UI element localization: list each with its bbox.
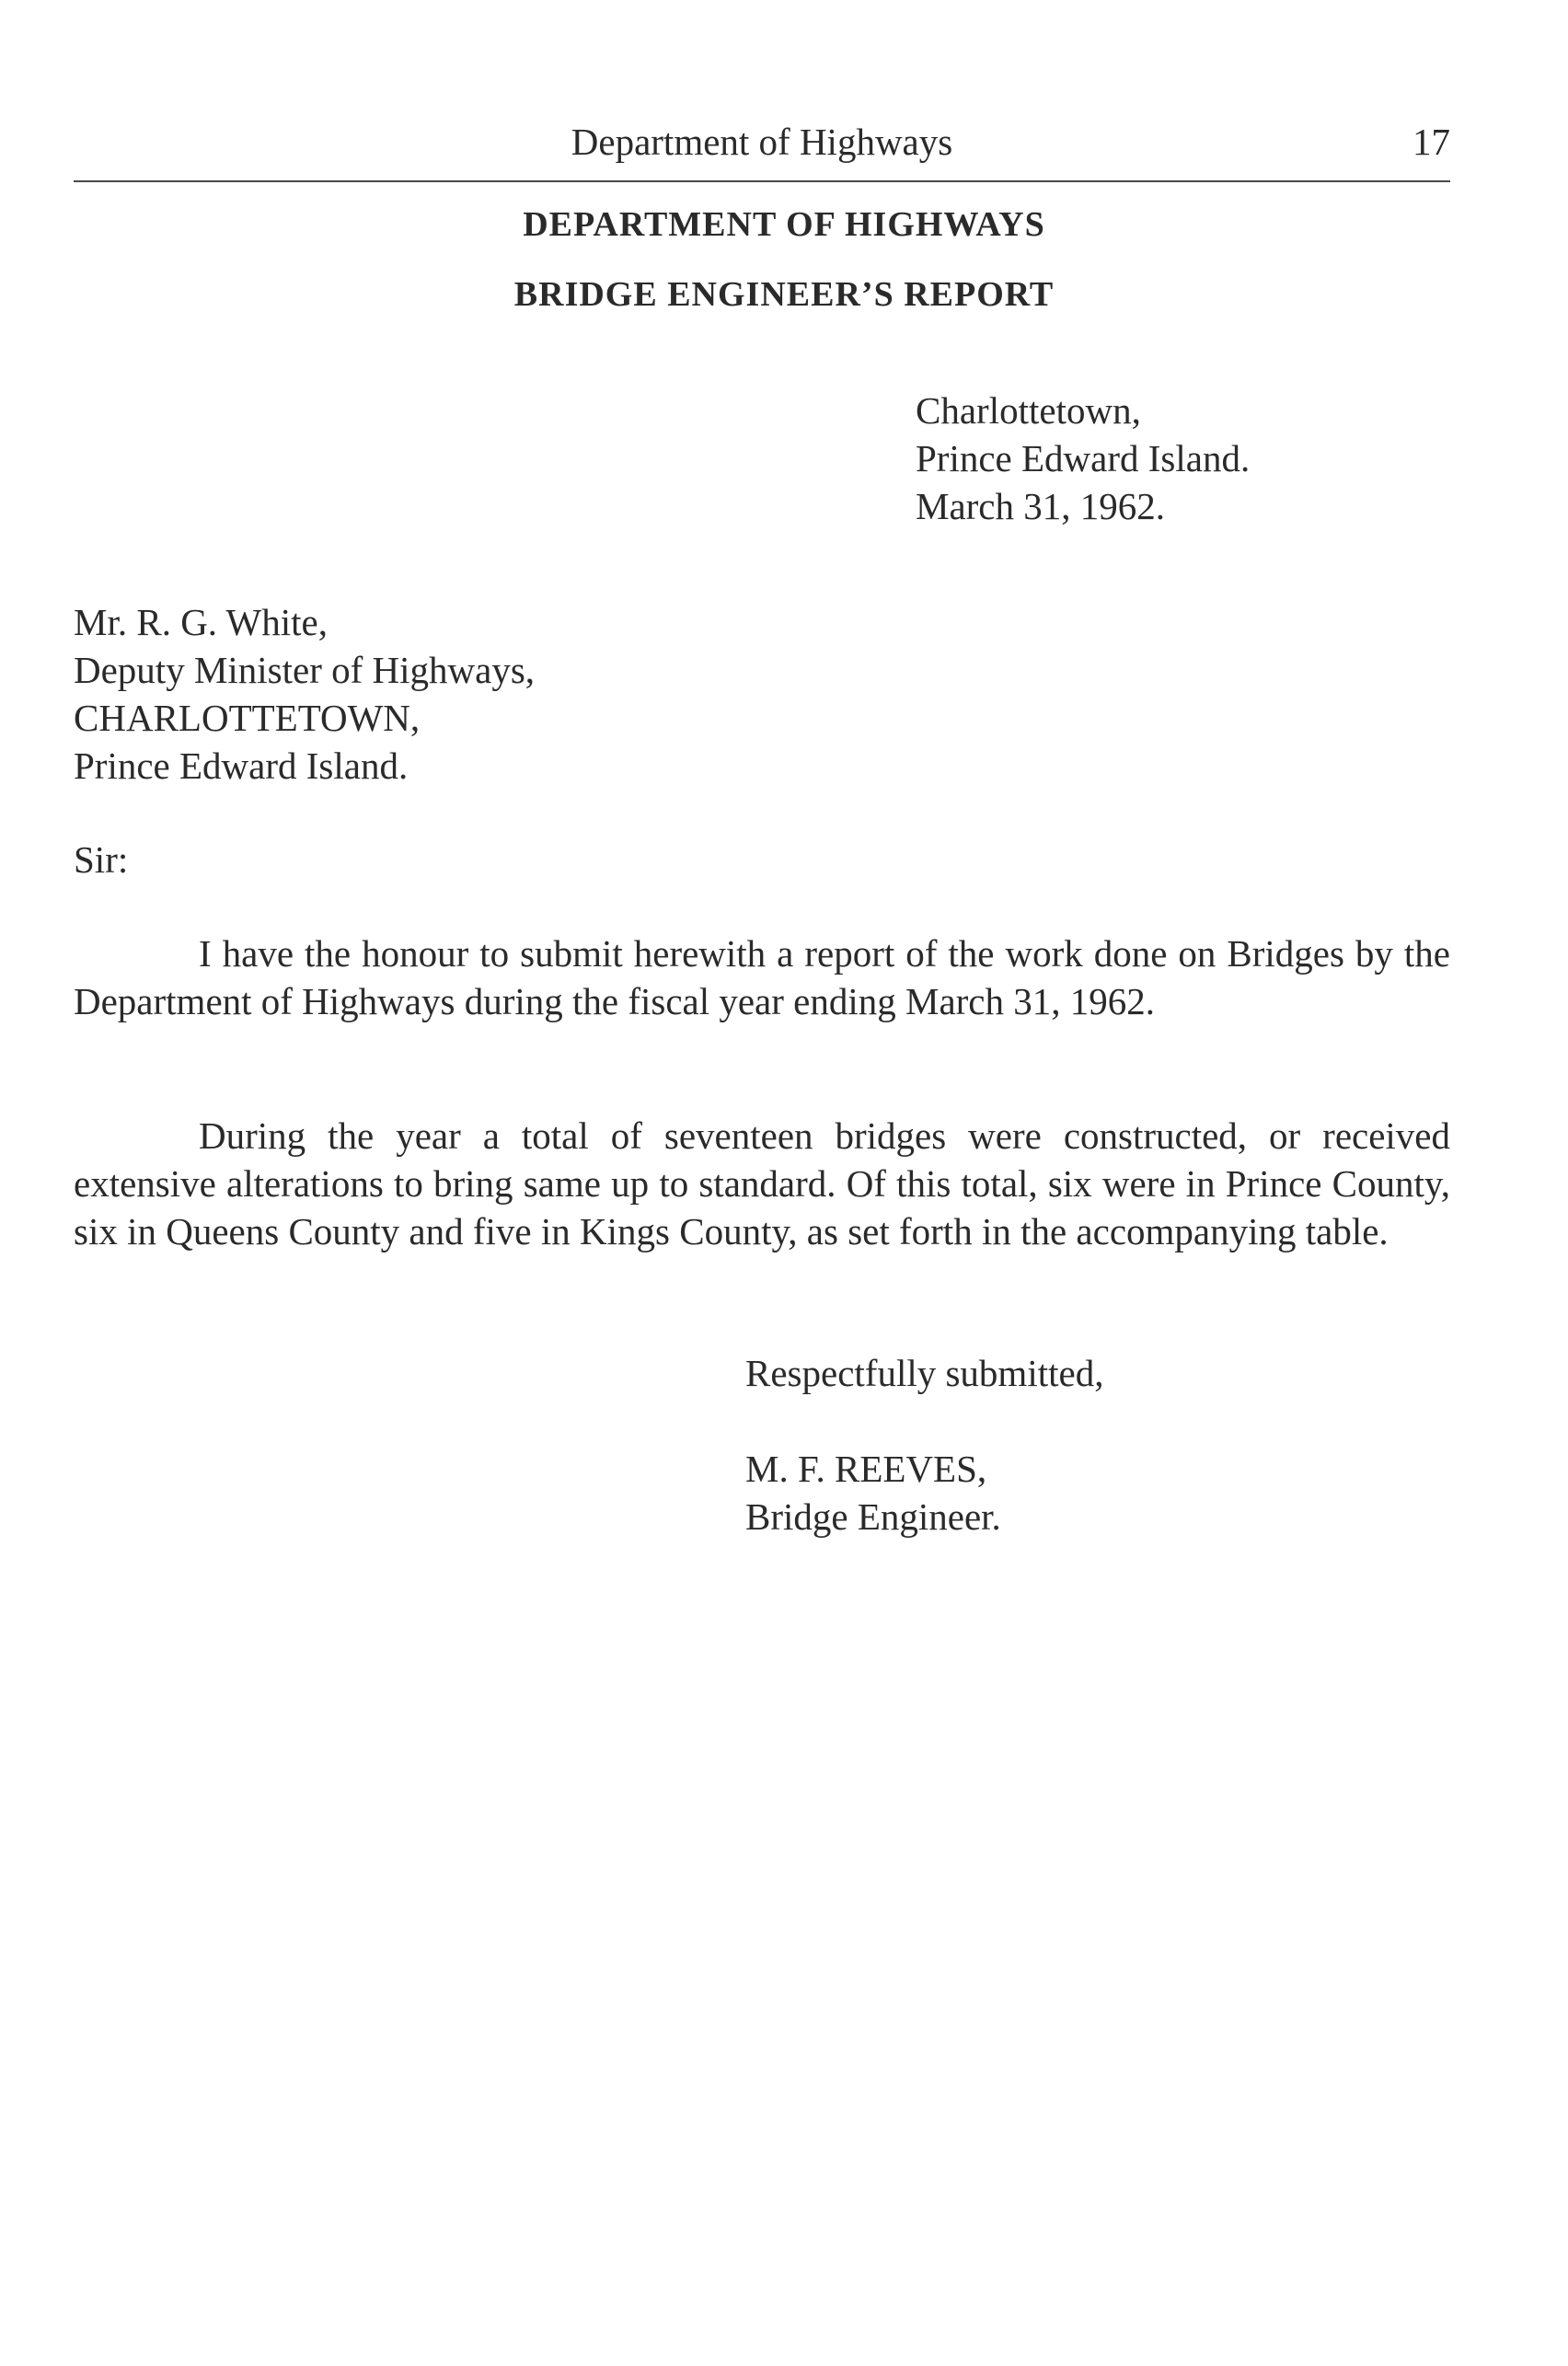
body-paragraph-2: During the year a total of seventeen bridges were constructed, or received extensive alterations to bring same up to standard. Of this total, six were in Prince County, six in Queens County and five in Kings County, as set forth in the accompanying table. xyxy=(74,1114,1450,1252)
report-heading-title: BRIDGE ENGINEER’S REPORT xyxy=(513,275,1055,314)
signature-block xyxy=(745,1349,1103,1541)
recipient-city: CHARLOTTETOWN, xyxy=(74,697,421,739)
recipient-name: Mr. R. G. White, xyxy=(74,601,328,643)
report-heading-department: DEPARTMENT OF HIGHWAYS xyxy=(523,205,1045,244)
body-paragraph-1: I have the honour to submit herewith a report of the work done on Bridges by the Department of Highways during the fiscal year ending March 31, 1962. xyxy=(74,932,1450,1022)
recipient-province: Prince Edward Island. xyxy=(74,744,409,787)
signatory-title: Bridge Engineer. xyxy=(745,1495,1001,1538)
page-number: 17 xyxy=(1412,121,1450,163)
dateline-city: Charlottetown, xyxy=(916,389,1141,432)
recipient-title: Deputy Minister of Highways, xyxy=(74,649,536,691)
recipient-address-block xyxy=(74,598,535,790)
running-head xyxy=(74,116,1450,167)
header-divider xyxy=(74,180,1450,182)
salutation: Sir: xyxy=(74,838,129,881)
dateline-date: March 31, 1962. xyxy=(916,485,1166,527)
signatory-name: M. F. REEVES, xyxy=(745,1448,987,1490)
running-head-title: Department of Highways xyxy=(571,121,953,163)
dateline-province: Prince Edward Island. xyxy=(916,437,1251,479)
signoff: Respectfully submitted, xyxy=(745,1352,1104,1394)
dateline-block xyxy=(916,387,1250,530)
